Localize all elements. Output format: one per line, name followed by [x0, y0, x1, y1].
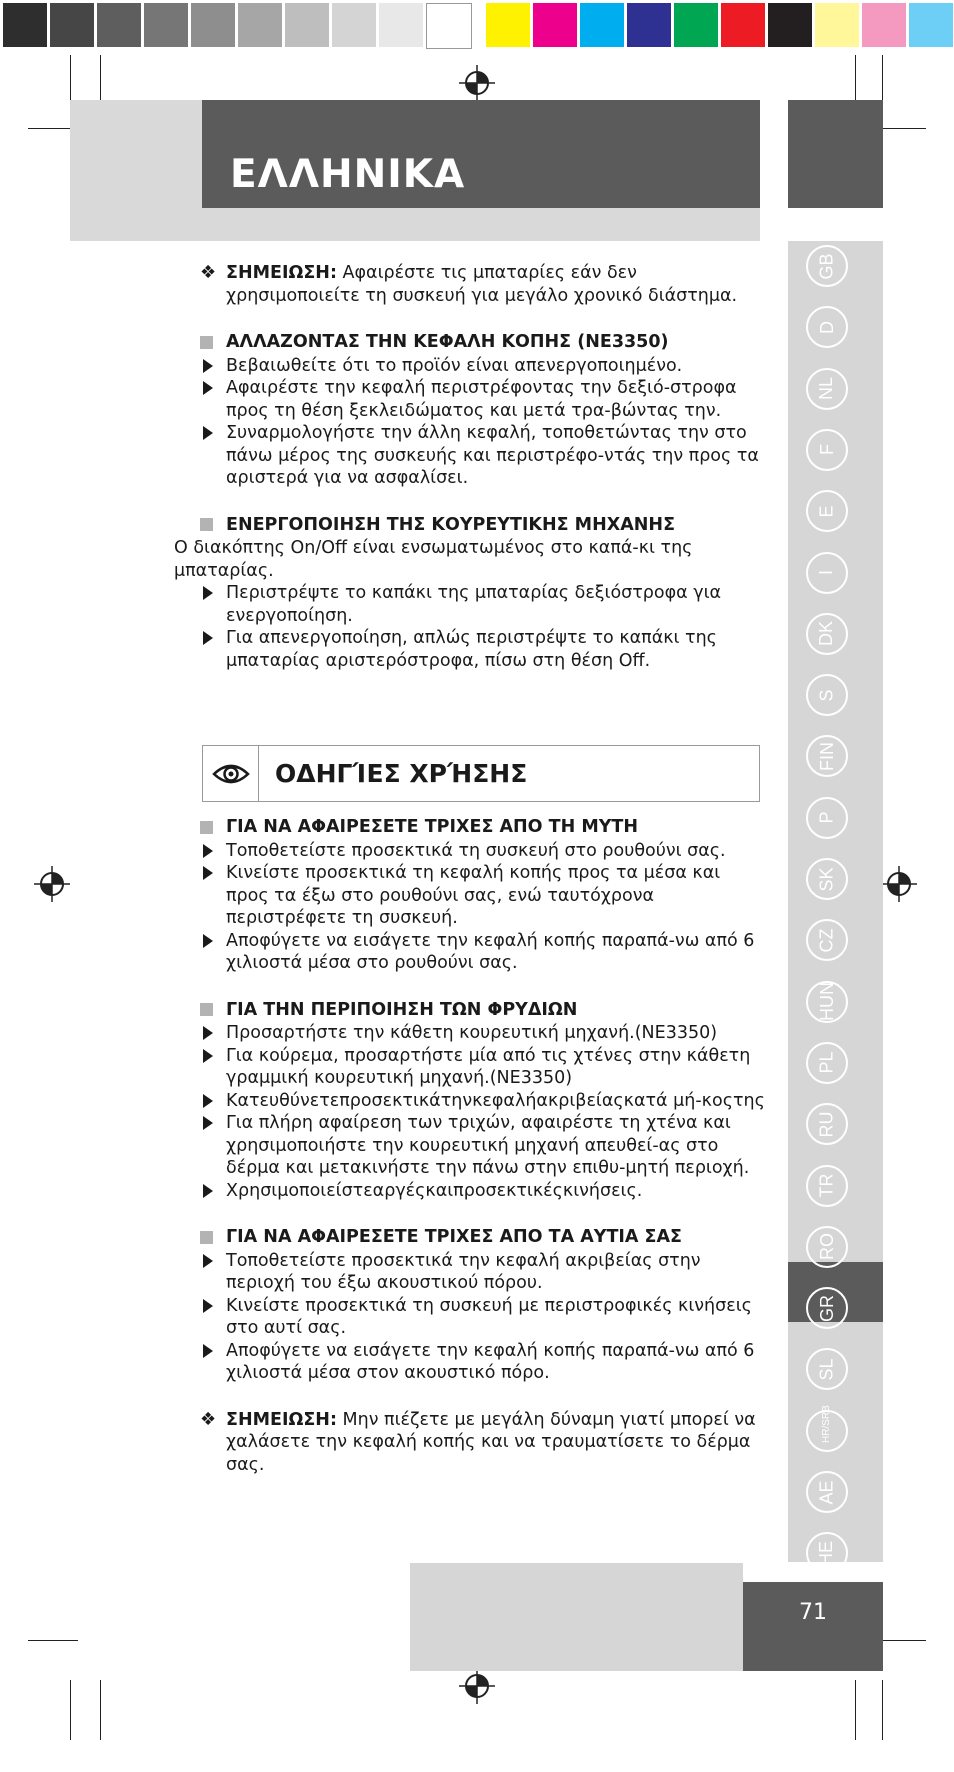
color-swatch: [627, 3, 671, 47]
list-item: Βεβαιωθείτε ότι το προϊόν είναι απενεργοποιημένο.: [200, 355, 766, 378]
triangle-bullet-icon: [200, 1022, 226, 1045]
list-item: Συναρμολογήστε την άλλη κεφαλή, τοποθετώντας την στο πάνω μέρος της συσκευής και περιστρέφο-ντάς την προς τα αριστερά για να ασφαλίσει.: [200, 422, 766, 490]
registration-mark-icon: [32, 864, 72, 904]
triangle-bullet-icon: [200, 1250, 226, 1295]
registration-mark-icon: [457, 63, 497, 103]
section-heading: ΓΙΑ ΝΑ ΑΦΑΙΡΕΣΕΤΕ ΤΡΙΧΕΣ ΑΠΟ ΤΗ ΜΥΤΗ: [200, 816, 766, 839]
note-text: Αφαιρέστε τις μπαταρίες εάν δεν χρησιμοποιείτε τη συσκευή για μεγάλο χρονικό διάστημα.: [226, 263, 738, 306]
language-tab-gr[interactable]: [806, 1287, 848, 1329]
color-swatch: [97, 3, 141, 47]
note-label: ΣΗΜΕΙΩΣΗ:: [226, 263, 337, 283]
language-code: SL: [816, 1358, 837, 1381]
list-item: Για πλήρη αφαίρεση των τριχών, αφαιρέστε τη χτένα και χρησιμοποιήστε την κουρευτική μηχανή απευθεί-ας στο δέρμα και μετακινήστε την πάνω στην επιθυ-μητή περιοχή.: [200, 1112, 766, 1180]
square-bullet-icon: [200, 1231, 213, 1244]
section-heading: ΑΛΛΑΖΟΝΤΑΣ ΤΗΝ ΚΕΦΑΛΗ ΚΟΠΗΣ (NE3350): [200, 331, 766, 354]
language-code: FIN: [816, 741, 837, 771]
language-tab-e[interactable]: [806, 490, 848, 532]
language-code: GB: [816, 252, 837, 280]
list-item: Αφαιρέστε την κεφαλή περιστρέφοντας την δεξιό-στροφα προς τη θέση ξεκλειδώματος και μετά τρα-βώντας την.: [200, 377, 766, 422]
note-battery: [200, 262, 766, 307]
language-code: SK: [816, 866, 837, 892]
instructions-heading: ΟΔΗΓΊΕΣ ΧΡΉΣΗΣ: [275, 759, 528, 788]
warning-icon: ❖: [200, 262, 217, 283]
crop-mark: [100, 55, 101, 100]
crop-mark: [70, 55, 71, 100]
list-item: Χρησιμοποιείστεαργέςκαιπροσεκτικέςκινήσεις.: [200, 1180, 766, 1203]
language-tab-d[interactable]: [806, 306, 848, 348]
crop-mark: [882, 55, 883, 100]
color-swatch: [332, 3, 376, 47]
triangle-bullet-icon: [200, 1090, 226, 1113]
language-tab-sk[interactable]: [806, 858, 848, 900]
language-code: RO: [816, 1233, 837, 1261]
language-code: NL: [816, 377, 837, 401]
color-swatch: [862, 3, 906, 47]
color-swatch-bar: [0, 0, 954, 49]
language-tab-hun[interactable]: [806, 981, 848, 1023]
color-swatch: [191, 3, 235, 47]
color-swatch: [721, 3, 765, 47]
section-heading: ΓΙΑ ΝΑ ΑΦΑΙΡΕΣΕΤΕ ΤΡΙΧΕΣ ΑΠΟ ΤΑ ΑΥΤΙΑ ΣΑΣ: [200, 1226, 766, 1249]
crop-mark: [876, 128, 926, 129]
language-code: GR: [816, 1294, 837, 1322]
crop-mark: [855, 55, 856, 100]
color-swatch: [426, 3, 472, 49]
color-swatch: [815, 3, 859, 47]
crop-mark: [100, 1680, 101, 1740]
square-bullet-icon: [200, 336, 213, 349]
triangle-bullet-icon: [200, 1045, 226, 1090]
triangle-bullet-icon: [200, 422, 226, 490]
list-item: Για απενεργοποίηση, απλώς περιστρέψτε το καπάκι της μπαταρίας αριστερόστροφα, πίσω στη θέση Off.: [200, 627, 766, 672]
list-item: Αποφύγετε να εισάγετε την κεφαλή κοπής παραπά-νω από 6 χιλιοστά μέσα στον ακουστικό πόρο.: [200, 1340, 766, 1385]
language-code: CZ: [816, 928, 837, 953]
registration-mark-icon: [879, 864, 919, 904]
language-code: HUN: [816, 982, 837, 1022]
color-swatch: [580, 3, 624, 47]
color-swatch: [144, 3, 188, 47]
warning-icon: ❖: [200, 1408, 217, 1430]
color-swatch: [533, 3, 577, 47]
language-tab-ae[interactable]: [806, 1471, 848, 1513]
triangle-bullet-icon: [200, 377, 226, 422]
list-item: Τοποθετείστε προσεκτικά την κεφαλή ακριβείας στην περιοχή του έξω ακουστικού πόρου.: [200, 1250, 766, 1295]
color-swatch: [674, 3, 718, 47]
square-bullet-icon: [200, 821, 213, 834]
triangle-bullet-icon: [200, 862, 226, 930]
triangle-bullet-icon: [200, 355, 226, 378]
language-tab-hr-srb[interactable]: [806, 1404, 848, 1452]
color-swatch: [379, 3, 423, 47]
list-item: Κινείστε προσεκτικά τη συσκευή με περιστροφικές κινήσεις στο αυτί σας.: [200, 1295, 766, 1340]
note-pressure: [200, 1409, 766, 1477]
language-tab-s[interactable]: [806, 674, 848, 716]
color-swatch: [3, 3, 47, 47]
list-item: Για κούρεμα, προσαρτήστε μία από τις χτένες στην κάθετη γραμμική κουρευτική μηχανή.(NE3350): [200, 1045, 766, 1090]
language-tab-tr[interactable]: [806, 1165, 848, 1207]
triangle-bullet-icon: [200, 1180, 226, 1203]
color-swatch: [768, 3, 812, 47]
triangle-bullet-icon: [200, 1112, 226, 1180]
language-code: DK: [816, 621, 837, 647]
language-tab-p[interactable]: [806, 797, 848, 839]
color-swatch: [486, 3, 530, 47]
crop-mark: [876, 1640, 926, 1641]
section-heading: ΓΙΑ ΤΗΝ ΠΕΡΙΠΟΙΗΣΗ ΤΩΝ ΦΡΥΔΙΩΝ: [200, 999, 766, 1022]
list-item: Κινείστε προσεκτικά τη κεφαλή κοπής προς τα μέσα και προς τα έξω στο ρουθούνι σας, ενώ ταυτόχρονα περιστρέφετε τη συσκευή.: [200, 862, 766, 930]
language-tab-nl[interactable]: [806, 368, 848, 410]
page-number-box: [743, 1582, 883, 1671]
language-code: AE: [816, 1479, 837, 1505]
language-code: HE: [816, 1540, 837, 1566]
section-heading: ΕΝΕΡΓΟΠΟΙΗΣΗ ΤΗΣ ΚΟΥΡΕΥΤΙΚΗΣ ΜΗΧΑΝΗΣ: [200, 514, 766, 537]
triangle-bullet-icon: [200, 582, 226, 627]
triangle-bullet-icon: [200, 627, 226, 672]
language-code: I: [816, 569, 837, 576]
list-item: Τοποθετείστε προσεκτικά τη συσκευή στο ρουθούνι σας.: [200, 840, 766, 863]
list-item: Κατευθύνετεπροσεκτικάτηνκεφαλήακριβείαςκατά μή-κοςτης: [200, 1090, 766, 1113]
note-text: Μην πιέζετε με μεγάλη δύναμη γιατί μπορεί να χαλάσετε την κεφαλή κοπής και να τραυματίσετε το δέρμα σας.: [226, 1409, 756, 1475]
language-tab-he[interactable]: [806, 1532, 848, 1574]
square-bullet-icon: [200, 518, 213, 531]
language-tab-ru[interactable]: [806, 1103, 848, 1145]
crop-mark: [28, 1640, 78, 1641]
page-number: 71: [799, 1600, 827, 1625]
color-swatch: [238, 3, 282, 47]
list-item: Προσαρτήστε την κάθετη κουρευτική μηχανή.(NE3350): [200, 1022, 766, 1045]
language-code: PL: [816, 1051, 837, 1074]
list-item: Αποφύγετε να εισάγετε την κεφαλή κοπής παραπά-νω από 6 χιλιοστά μέσα στο ρουθούνι σας.: [200, 930, 766, 975]
language-code: S: [816, 689, 837, 702]
page-title: ΕΛΛΗΝΙΚΑ: [230, 152, 466, 197]
language-code: RU: [816, 1111, 837, 1138]
language-tab-dk[interactable]: [806, 613, 848, 655]
square-bullet-icon: [200, 1003, 213, 1016]
language-code: D: [816, 320, 837, 334]
triangle-bullet-icon: [200, 840, 226, 863]
footer-background: [410, 1563, 743, 1671]
color-swatch: [909, 3, 953, 47]
language-code: F: [816, 444, 837, 456]
language-code: E: [816, 505, 837, 518]
main-content: [174, 262, 766, 1476]
list-item: Περιστρέψτε το καπάκι της μπαταρίας δεξιόστροφα για ενεργοποίηση.: [200, 582, 766, 627]
note-label: ΣΗΜΕΙΩΣΗ:: [226, 1409, 337, 1430]
triangle-bullet-icon: [200, 1340, 226, 1385]
language-tab-ro[interactable]: [806, 1226, 848, 1268]
language-tab-gb[interactable]: [806, 245, 848, 287]
language-tab-pl[interactable]: [806, 1042, 848, 1084]
registration-mark-icon: [457, 1666, 497, 1706]
language-tab-f[interactable]: [806, 429, 848, 471]
language-code: P: [816, 811, 837, 824]
language-tab-cz[interactable]: [806, 919, 848, 961]
crop-mark: [855, 1680, 856, 1740]
paragraph: Ο διακόπτης On/Off είναι ενσωματωμένος στο καπά-κι της μπαταρίας.: [174, 538, 693, 581]
language-code: TR: [816, 1173, 837, 1198]
triangle-bullet-icon: [200, 930, 226, 975]
crop-mark: [70, 1680, 71, 1740]
crop-mark: [882, 1680, 883, 1740]
color-swatch: [50, 3, 94, 47]
color-swatch: [285, 3, 329, 47]
language-tab-i[interactable]: [806, 552, 848, 594]
language-code: HR/SRB: [821, 1404, 832, 1443]
triangle-bullet-icon: [200, 1295, 226, 1340]
